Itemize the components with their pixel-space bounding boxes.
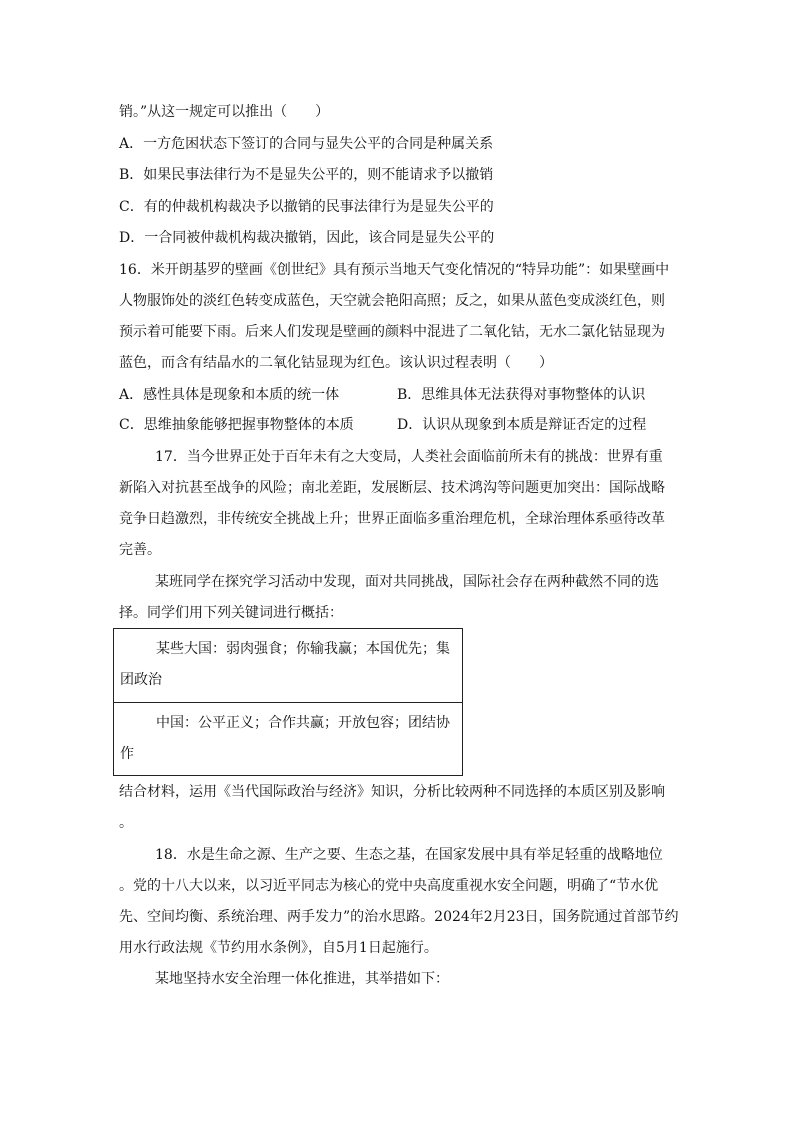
q18-stem-line: 用水行政法规《节约用水条例》，自5月1日起施行。 (119, 940, 438, 956)
q17-stem-line: 新陷入对抗甚至战争的风险；南北差距，发展断层、技术鸿沟等问题更加突出：国际战略 (119, 480, 665, 496)
q16-option-d: D．认识从现象到本质是辩证否定的过程 (397, 417, 647, 433)
q16-stem-line: 人物服饰处的淡红色转变成蓝色，天空就会艳阳高照；反之，如果从蓝色变成淡红色，则 (119, 293, 665, 309)
q18-stem-line: 先、空间均衡、系统治理、两手发力”的治水思路。2024年2月23日，国务院通过首部节约 (119, 909, 679, 925)
table-cell-text: 中国：公平正义；合作共赢；开放包容；团结协 (156, 715, 450, 731)
q16-stem-line: 预示着可能要下雨。后来人们发现是壁画的颜料中混进了二氧化钴，无水二氯化钴显现为 (119, 324, 665, 340)
q16-stem-line: 16．米开朗基罗的壁画《创世纪》具有预示当地天气变化情况的“特异功能”：如果壁画中 (119, 262, 670, 278)
q15-option-c: C．有的仲裁机构裁决予以撤销的民事法律行为是显失公平的 (119, 199, 494, 215)
table-row-china (114, 703, 462, 775)
q17-paragraph-line: 某班同学在探究学习活动中发现，面对共同挑战，国际社会存在两种截然不同的选 (155, 574, 659, 590)
text-line: 销。”从这一规定可以推出（ ） (119, 104, 330, 120)
q18-stem-line: 18．水是生命之源、生产之要、生态之基，在国家发展中具有举足轻重的战略地位 (155, 847, 663, 863)
q16-stem-line: 蓝色，而含有结晶水的二氧化钴显现为红色。该认识过程表明（ ） (119, 355, 553, 371)
table-cell-text: 某些大国：弱肉强食；你输我赢；本国优先；集 (156, 641, 450, 657)
q16-option-b: B．思维具体无法获得对事物整体的认识 (397, 387, 646, 403)
q17-paragraph-line: 择。同学们用下列关键词进行概括： (119, 605, 343, 621)
q18-paragraph-line: 某地坚持水安全治理一体化推进，其举措如下： (155, 971, 449, 987)
table-cell-text: 团政治 (120, 672, 162, 688)
q15-option-d: D．一合同被仲裁机构裁决撤销，因此，该合同是显失公平的 (119, 230, 495, 246)
table-cell-text: 作 (120, 746, 134, 762)
q18-stem-line: 。党的十八大以来，以习近平同志为核心的党中央高度重视水安全问题，明确了“节水优 (119, 878, 659, 894)
q16-option-c: C．思维抽象能够把握事物整体的本质 (119, 417, 354, 433)
q15-option-a: A．一方危困状态下签订的合同与显失公平的合同是种属关系 (119, 136, 494, 152)
q17-task-line: 。 (119, 815, 133, 831)
keyword-table (113, 628, 463, 776)
q17-task-line: 结合材料，运用《当代国际政治与经济》知识，分析比较两种不同选择的本质区别及影响 (119, 784, 665, 800)
q17-stem-line: 竞争日趋激烈，非传统安全挑战上升；世界正面临多重治理危机，全球治理体系亟待改革 (119, 511, 665, 527)
q15-option-b: B．如果民事法律行为不是显失公平的，则不能请求予以撤销 (119, 167, 494, 183)
q16-option-a: A．感性具体是现象和本质的统一体 (119, 387, 340, 403)
q17-stem-line: 17．当今世界正处于百年未有之大变局，人类社会面临前所未有的挑战：世界有重 (155, 449, 663, 465)
q17-stem-line: 完善。 (119, 542, 161, 558)
table-row-major-powers (114, 629, 462, 703)
